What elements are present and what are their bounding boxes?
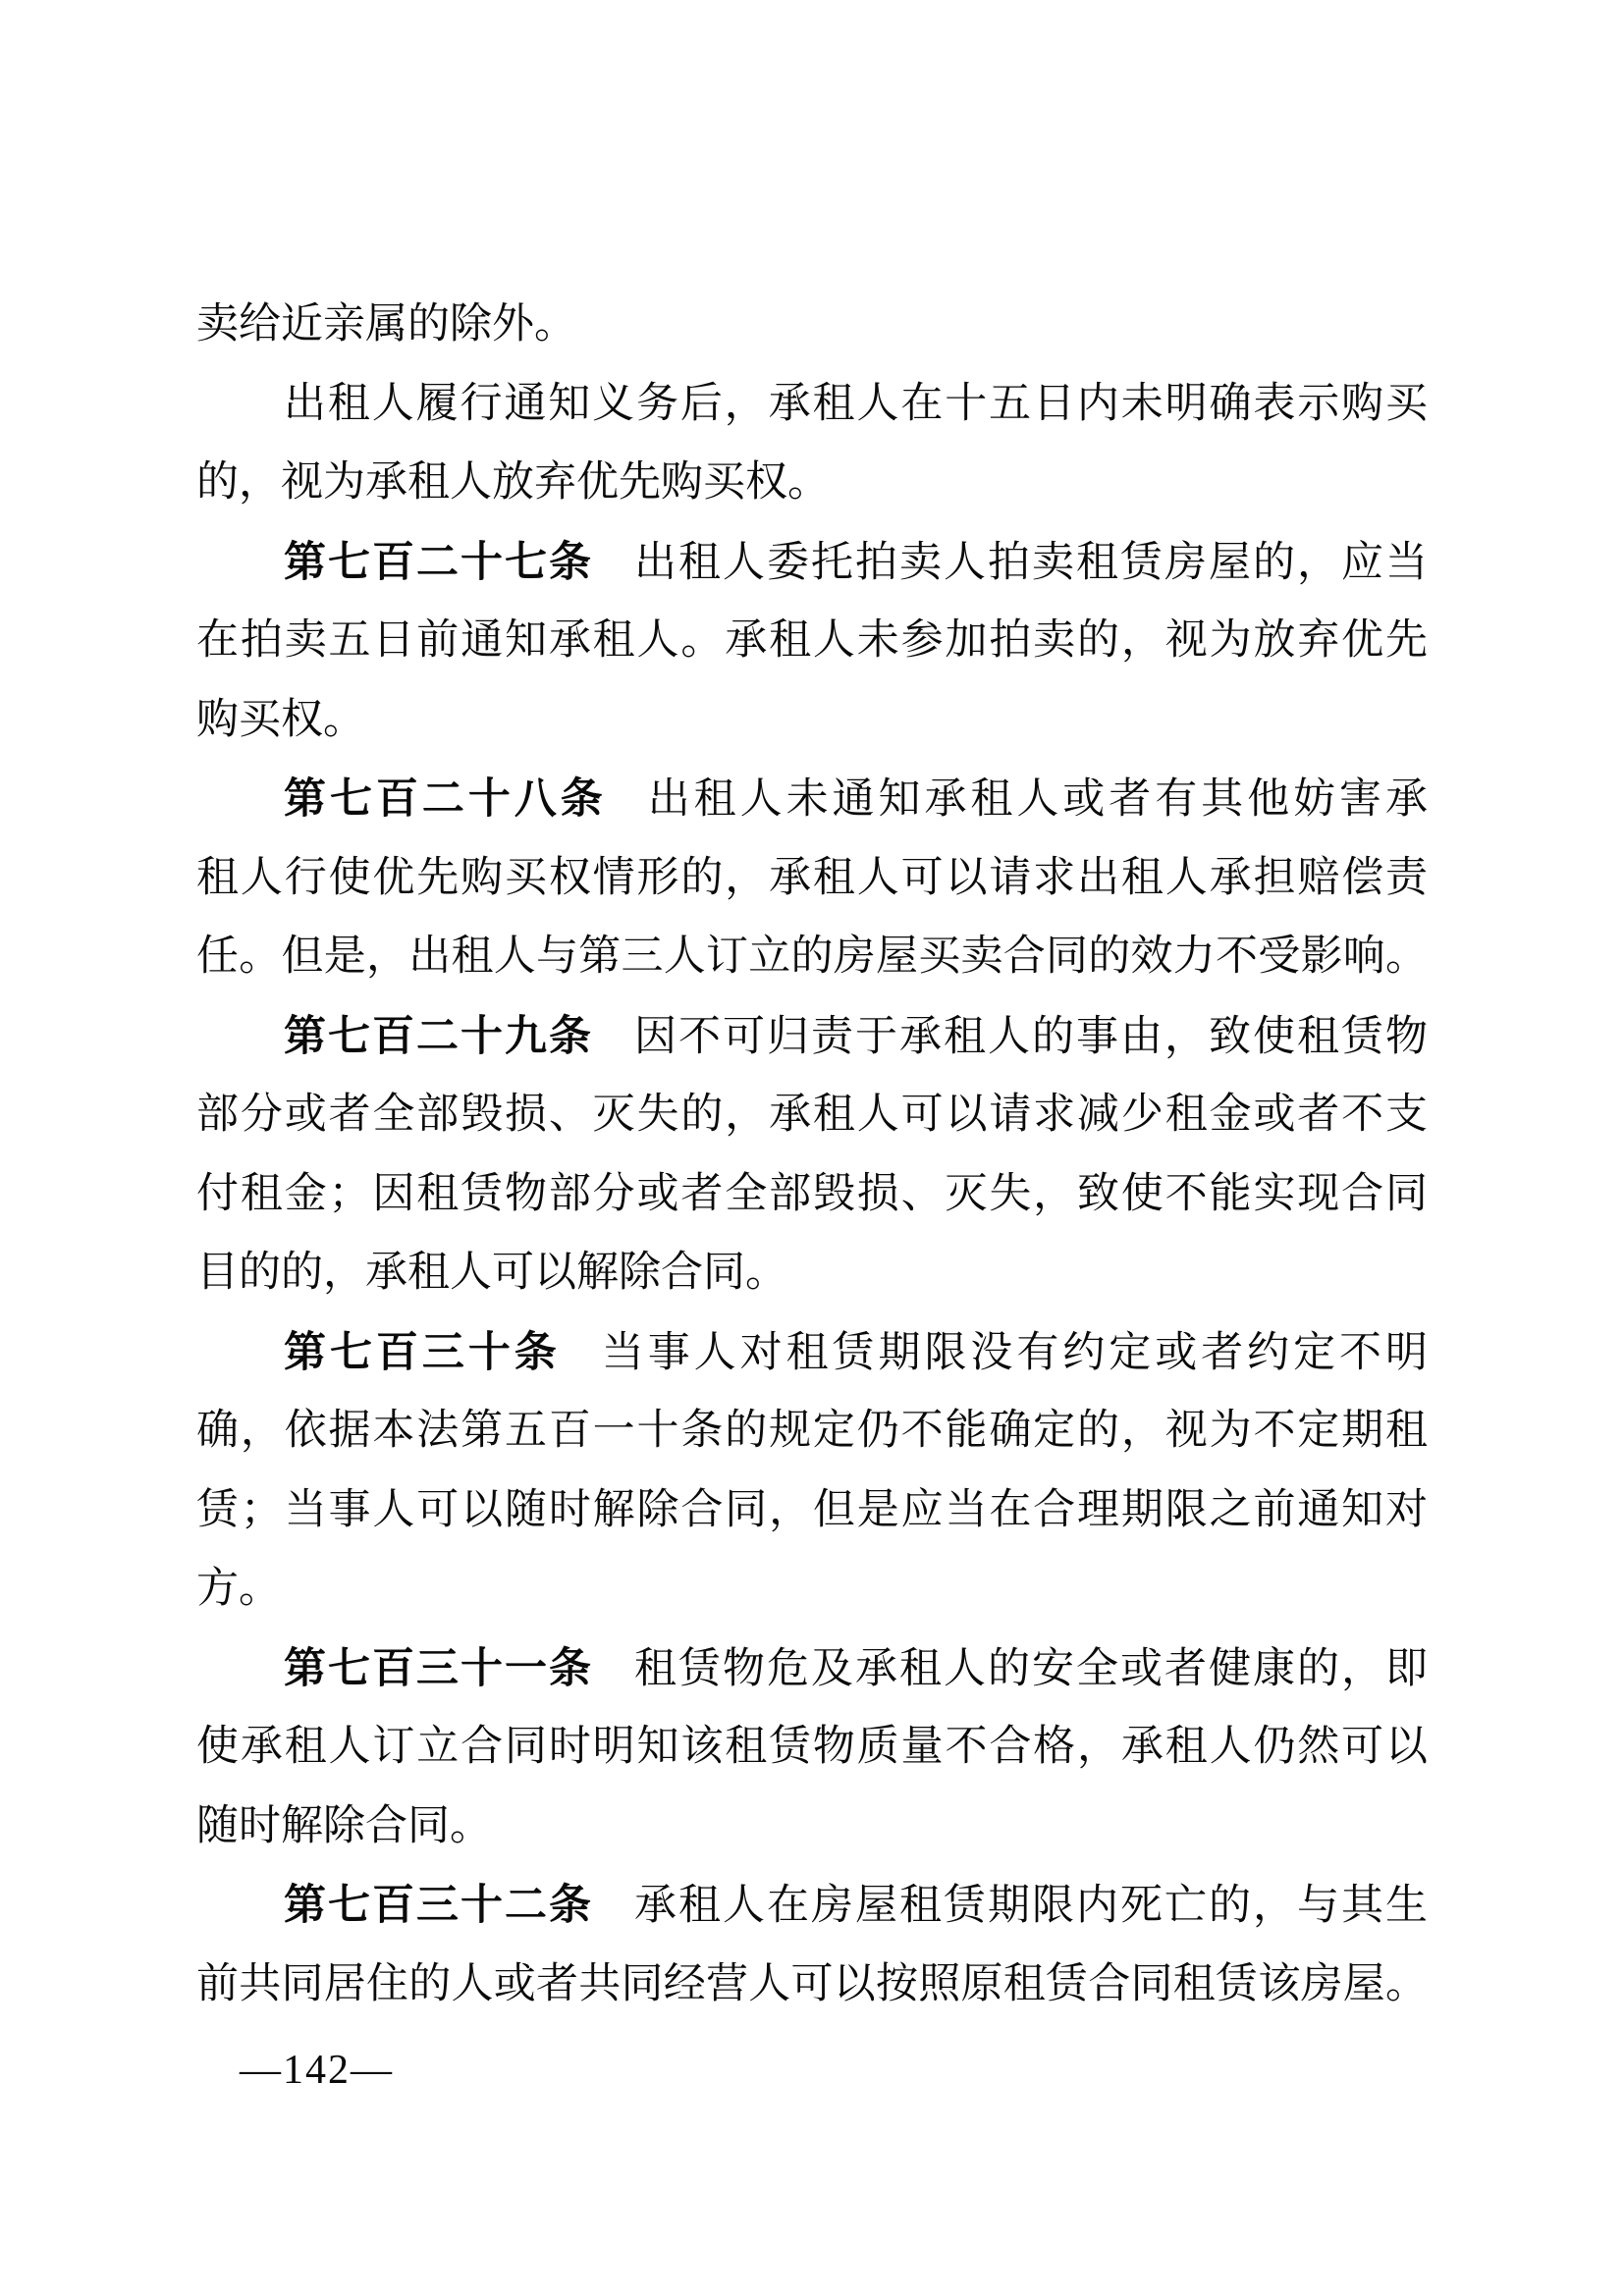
text-line: 任。但是，出租人与第三人订立的房屋买卖合同的效力不受影响。	[196, 934, 1428, 980]
article-number: 第七百三十条	[284, 1328, 561, 1376]
document-content	[196, 286, 1428, 2024]
text-line: 前共同居住的人或者共同经营人可以按照原租赁合同租赁该房屋。	[196, 1960, 1428, 2007]
article-number: 第七百二十九条	[284, 1012, 593, 1060]
text-line: 的，视为承租人放弃优先购买权。	[196, 459, 830, 506]
text-line: 第七百二十八条 出租人未通知承租人或者有其他妨害承	[284, 775, 1429, 823]
text-line: 第七百三十二条 承租人在房屋租赁期限内死亡的，与其生	[284, 1882, 1428, 1929]
text-line: 方。	[196, 1566, 281, 1612]
text-line: 卖给近亲属的除外。	[196, 301, 576, 347]
article-number: 第七百三十一条	[284, 1644, 593, 1692]
article-number: 第七百二十七条	[284, 538, 593, 586]
text-line: 第七百三十一条 租赁物危及承租人的安全或者健康的，即	[284, 1644, 1428, 1692]
article-number: 第七百三十二条	[284, 1882, 593, 1929]
text-line: 出租人履行通知义务后，承租人在十五日内未明确表示购买	[284, 380, 1428, 427]
article-number: 第七百二十八条	[284, 775, 607, 823]
text-line: 购买权。	[196, 696, 365, 743]
page-number: —142—	[240, 2048, 394, 2093]
text-line: 在拍卖五日前通知承租人。承租人未参加拍卖的，视为放弃优先	[196, 617, 1428, 664]
text-line: 目的的，承租人可以解除合同。	[196, 1250, 787, 1296]
text-line: 赁；当事人可以随时解除合同，但是应当在合理期限之前通知对	[196, 1486, 1428, 1533]
text-line: 付租金；因租赁物部分或者全部毁损、灭失，致使不能实现合同	[196, 1170, 1428, 1217]
text-line: 第七百二十七条 出租人委托拍卖人拍卖租赁房屋的，应当	[284, 538, 1428, 586]
text-line: 随时解除合同。	[196, 1802, 492, 1849]
text-line: 部分或者全部毁损、灭失的，承租人可以请求减少租金或者不支	[196, 1092, 1428, 1138]
text-line: 使承租人订立合同时明知该租赁物质量不合格，承租人仍然可以	[196, 1724, 1428, 1770]
text-line: 租人行使优先购买权情形的，承租人可以请求出租人承担赔偿责	[196, 854, 1428, 901]
text-line: 第七百三十条 当事人对租赁期限没有约定或者约定不明	[284, 1328, 1429, 1376]
text-line: 确，依据本法第五百一十条的规定仍不能确定的，视为不定期租	[196, 1408, 1428, 1454]
text-line: 第七百二十九条 因不可归责于承租人的事由，致使租赁物	[284, 1012, 1428, 1060]
